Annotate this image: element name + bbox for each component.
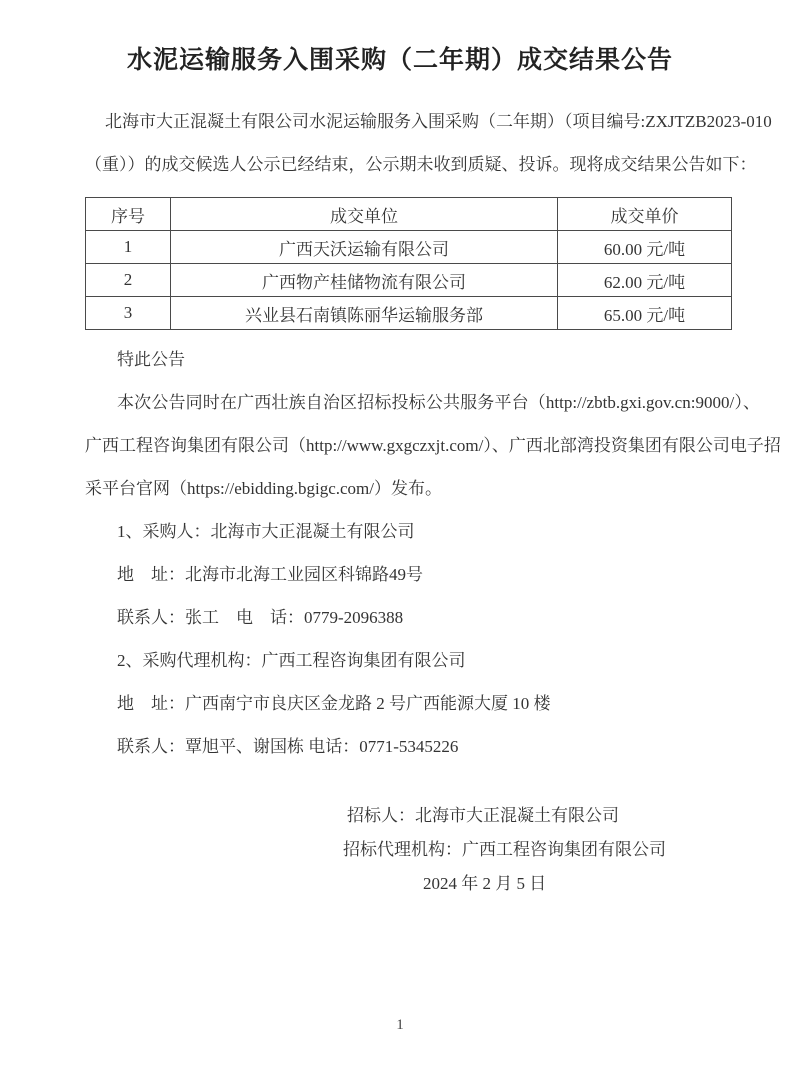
publish-paragraph bbox=[85, 381, 781, 510]
purchaser-contact: 联系人：张工 电 话：0779-2096388 bbox=[117, 608, 404, 627]
table-row bbox=[86, 264, 732, 297]
cell-price: 62.00 元/吨 bbox=[558, 264, 732, 297]
publish-line-3: 采平台官网（https://ebidding.bgigc.com/）发布。 bbox=[85, 479, 442, 498]
table-row bbox=[86, 297, 732, 330]
intro-paragraph bbox=[85, 100, 772, 186]
intro-line-1: 北海市大正混凝土有限公司水泥运输服务入围采购（二年期）（项目编号:ZXJTZB2023-010 bbox=[105, 112, 772, 131]
table-row bbox=[86, 231, 732, 264]
cell-unit: 兴业县石南镇陈丽华运输服务部 bbox=[171, 297, 558, 330]
cell-index: 1 bbox=[86, 231, 171, 264]
page-number: 1 bbox=[396, 1017, 404, 1033]
cell-price: 65.00 元/吨 bbox=[558, 297, 732, 330]
table-header-row bbox=[86, 198, 732, 231]
cell-unit: 广西物产桂储物流有限公司 bbox=[171, 264, 558, 297]
column-header-index: 序号 bbox=[86, 198, 171, 231]
agency-name: 2、采购代理机构：广西工程咨询集团有限公司 bbox=[117, 651, 466, 670]
agency-contact: 联系人：覃旭平、谢国栋 电话：0771-5345226 bbox=[117, 737, 459, 756]
publish-line-1: 本次公告同时在广西壮族自治区招标投标公共服务平台（http://zbtb.gxi.gov.cn:9000/）、 bbox=[117, 393, 760, 412]
cell-index: 3 bbox=[86, 297, 171, 330]
purchaser-name: 1、采购人：北海市大正混凝土有限公司 bbox=[117, 522, 415, 541]
column-header-unit: 成交单位 bbox=[171, 198, 558, 231]
page-title: 水泥运输服务入围采购（二年期）成交结果公告 bbox=[126, 47, 673, 74]
publish-line-2: 广西工程咨询集团有限公司（http://www.gxgczxjt.com/）、广西北部湾投资集团有限公司电子招 bbox=[85, 436, 781, 455]
signoff-tenderee: 招标人：北海市大正混凝土有限公司 bbox=[347, 806, 619, 825]
column-header-price: 成交单价 bbox=[558, 198, 732, 231]
intro-line-2: （重））的成交候选人公示已经结束，公示期未收到质疑、投诉。现将成交结果公告如下： bbox=[85, 155, 757, 174]
signoff-agency: 招标代理机构：广西工程咨询集团有限公司 bbox=[343, 840, 666, 859]
purchaser-address: 地 址：北海市北海工业园区科锦路49号 bbox=[117, 565, 423, 584]
cell-unit: 广西天沃运输有限公司 bbox=[171, 231, 558, 264]
agency-address: 地 址：广西南宁市良庆区金龙路 2 号广西能源大厦 10 楼 bbox=[117, 694, 551, 713]
signoff-date: 2024 年 2 月 5 日 bbox=[423, 874, 547, 893]
result-table bbox=[85, 197, 732, 330]
signoff-block bbox=[85, 799, 760, 901]
hereby-announcement: 特此公告 bbox=[117, 350, 185, 369]
cell-index: 2 bbox=[86, 264, 171, 297]
agency-block bbox=[85, 639, 760, 768]
cell-price: 60.00 元/吨 bbox=[558, 231, 732, 264]
purchaser-block bbox=[85, 510, 760, 639]
